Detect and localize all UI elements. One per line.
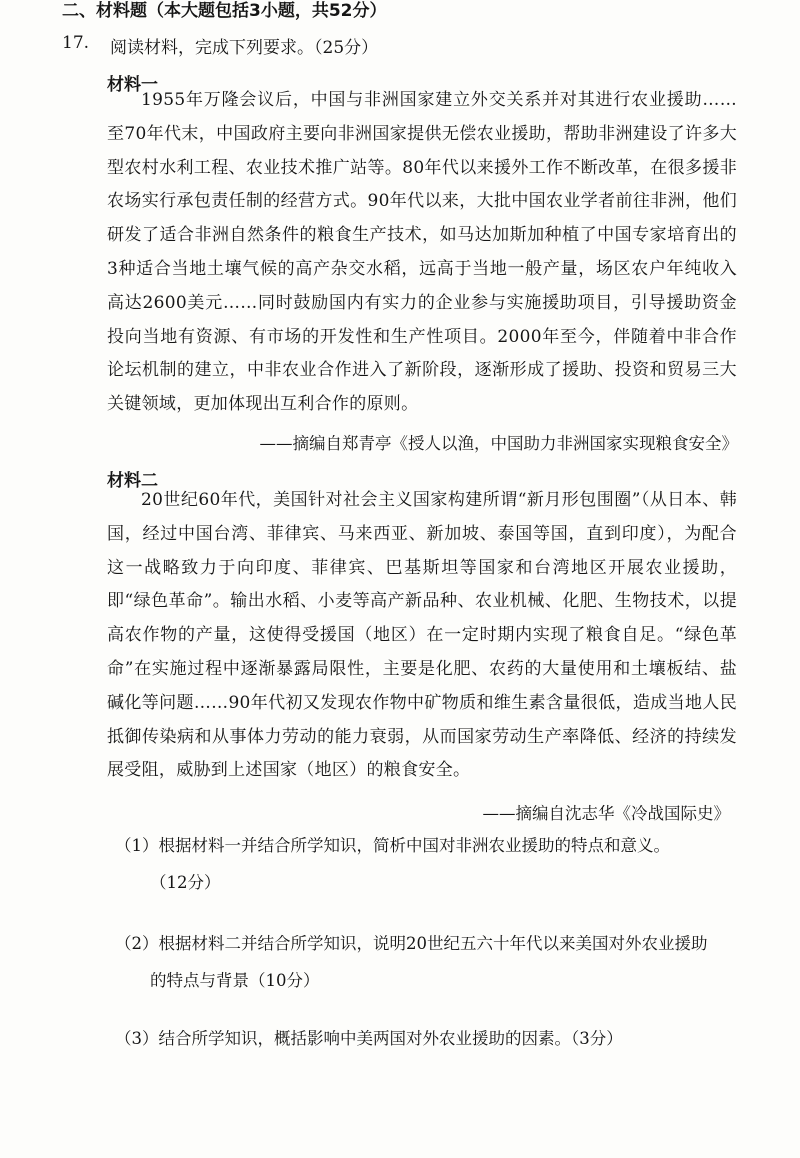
subquestion-3-line1: （3）结合所学知识，概括影响中美两国对外农业援助的因素。（3分） (115, 1029, 623, 1048)
subquestion-1-line1: （1）根据材料一并结合所学知识，简析中国对非洲农业援助的特点和意义。 (115, 836, 670, 855)
material1-body: 1955年万隆会议后，中国与非洲国家建立外交关系并对其进行农业援助……至70年代末，中国政府主要向非洲国家提供无偿农业援助，帮助非洲建设了许多大型农村水利工程、农业技术推广站等。80年代以来援外工作不断改革，在很多援非农场实行承包责任制的经营方式。90年代以来，大批中国农业学者前往非洲，他们研发了适合非洲自然条件的粮食生产技术，如马达加斯加种植了中国专家培育出的3种适合当地土壤气候的高产杂交水稻，远高于当地一般产量，场区农户年纯收入高达2600美元……同时鼓励国内有实力的企业参与实施援助项目，引导援助资金投向当地有资源、有市场的开发性和生产性项目。2000年至今，伴随着中非合作论坛机制的建立，中非农业合作进入了新阶段，逐渐形成了援助、投资和贸易三大关键领域，更加体现出互利合作的原则。 (107, 90, 737, 415)
material1-title: 材料一 (107, 75, 158, 95)
subquestion-2-line2: 的特点与背景（10分） (150, 971, 320, 990)
material2-title: 材料二 (107, 471, 158, 491)
section-header: 二、材料题（本大题包括3小题，共52分） (62, 1, 387, 21)
material1-source: ——摘编自郑青亭《授人以渔，中国助力非洲国家实现粮食安全》 (259, 434, 738, 453)
subquestion-3 (115, 1020, 623, 1057)
material2-body: 20世纪60年代，美国针对社会主义国家构建所谓“新月形包围圈”（从日本、韩国，经过中国台湾、菲律宾、马来西亚、新加坡、泰国等国，直到印度），为配合这一战略致力于向印度、菲律宾、巴基斯坦等国家和台湾地区开展农业援助，即“绿色革命”。输出水稻、小麦等高产新品种、农业机械、化肥、生物技术，以提高农作物的产量，这使得受援国（地区）在一定时期内实现了粮食自足。“绿色革命”在实施过程中逐渐暴露局限性，主要是化肥、农药的大量使用和土壤板结、盐碱化等问题……90年代初又发现农作物中矿物质和维生素含量很低，造成当地人民抵御传染病和从事体力劳动的能力衰弱，从而国家劳动生产率降低、经济的持续发展受阻，威胁到上述国家（地区）的粮食安全。 (107, 490, 737, 781)
subquestion-1 (115, 827, 670, 901)
question-number: 17. (62, 33, 90, 53)
subquestion-2 (115, 925, 708, 999)
subquestion-1-line2: （12分） (150, 873, 221, 892)
question-instruction: 阅读材料，完成下列要求。（25分） (110, 38, 379, 58)
material2-source: ——摘编自沈志华《冷战国际史》 (482, 804, 730, 823)
subquestion-2-line1: （2）根据材料二并结合所学知识，说明20世纪五六十年代以来美国对外农业援助 (115, 934, 708, 953)
